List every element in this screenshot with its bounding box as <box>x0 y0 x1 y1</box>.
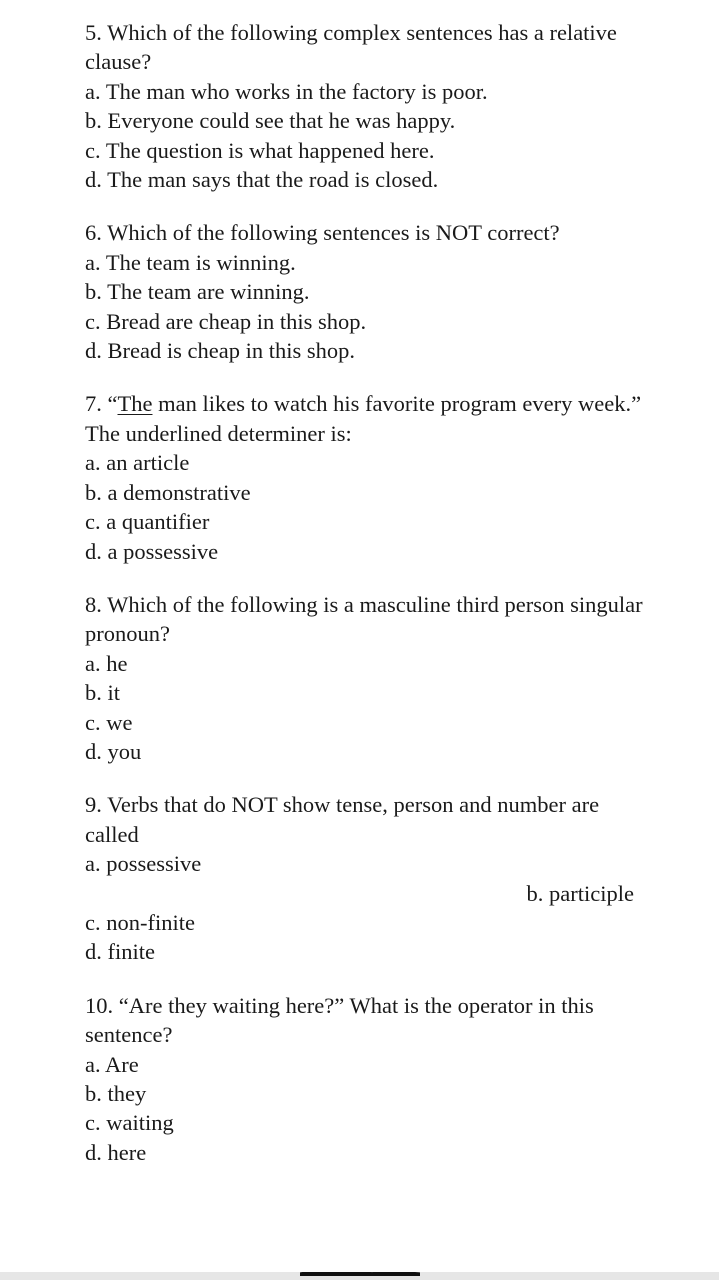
option-a: a. The team is winning. <box>85 249 296 275</box>
option-b: b. The team are winning. <box>85 279 310 305</box>
option-a: a. an article <box>85 450 190 476</box>
question-text-suffix: man likes to watch his favorite program every week.” The underlined determiner is: <box>85 391 642 446</box>
question-list <box>85 18 645 1191</box>
option-a: a. The man who works in the factory is poor. <box>85 78 488 104</box>
option-b: b. they <box>85 1081 147 1106</box>
question-text: 6. Which of the following sentences is NOT correct? <box>85 220 560 246</box>
question-text: 10. “Are they waiting here?” What is the operator in this sentence? <box>85 992 594 1048</box>
option-c: c. non-finite <box>85 909 195 935</box>
question-7 <box>85 389 645 565</box>
option-b: b. Everyone could see that he was happy. <box>85 108 456 134</box>
option-c: c. a quantifier <box>85 509 210 535</box>
question-10 <box>85 991 645 1167</box>
option-d: d. a possessive <box>85 538 219 564</box>
question-text-prefix: 7. “ <box>85 391 118 417</box>
option-c: c. we <box>85 709 133 735</box>
question-6 <box>85 218 645 365</box>
option-c: c. Bread are cheap in this shop. <box>85 308 367 334</box>
option-a: a. possessive <box>85 851 202 877</box>
question-8 <box>85 590 645 766</box>
option-d: d. Bread is cheap in this shop. <box>85 338 355 364</box>
question-text: 8. Which of the following is a masculine third person singular pronoun? <box>85 591 643 647</box>
option-c: c. waiting <box>85 1110 174 1136</box>
page-bottom-edge <box>0 1272 719 1280</box>
option-d: d. finite <box>85 939 155 965</box>
option-b: b. it <box>85 680 121 706</box>
option-a: a. he <box>85 650 128 676</box>
option-d: d. you <box>85 738 142 764</box>
question-text: 5. Which of the following complex sentences has a relative clause? <box>85 20 617 75</box>
question-text: 9. Verbs that do NOT show tense, person and number are called <box>85 792 600 847</box>
option-d: d. The man says that the road is closed. <box>85 167 439 193</box>
question-9 <box>85 790 645 966</box>
option-b: b. participle <box>526 880 634 906</box>
option-d: d. here <box>85 1139 147 1165</box>
underlined-determiner: The <box>117 391 153 417</box>
option-a: a. Are <box>85 1051 139 1077</box>
option-b: b. a demonstrative <box>85 479 251 505</box>
next-page-text-fragment <box>300 1272 420 1276</box>
question-5 <box>85 18 645 194</box>
option-c: c. The question is what happened here. <box>85 137 435 163</box>
question-text <box>85 389 645 448</box>
